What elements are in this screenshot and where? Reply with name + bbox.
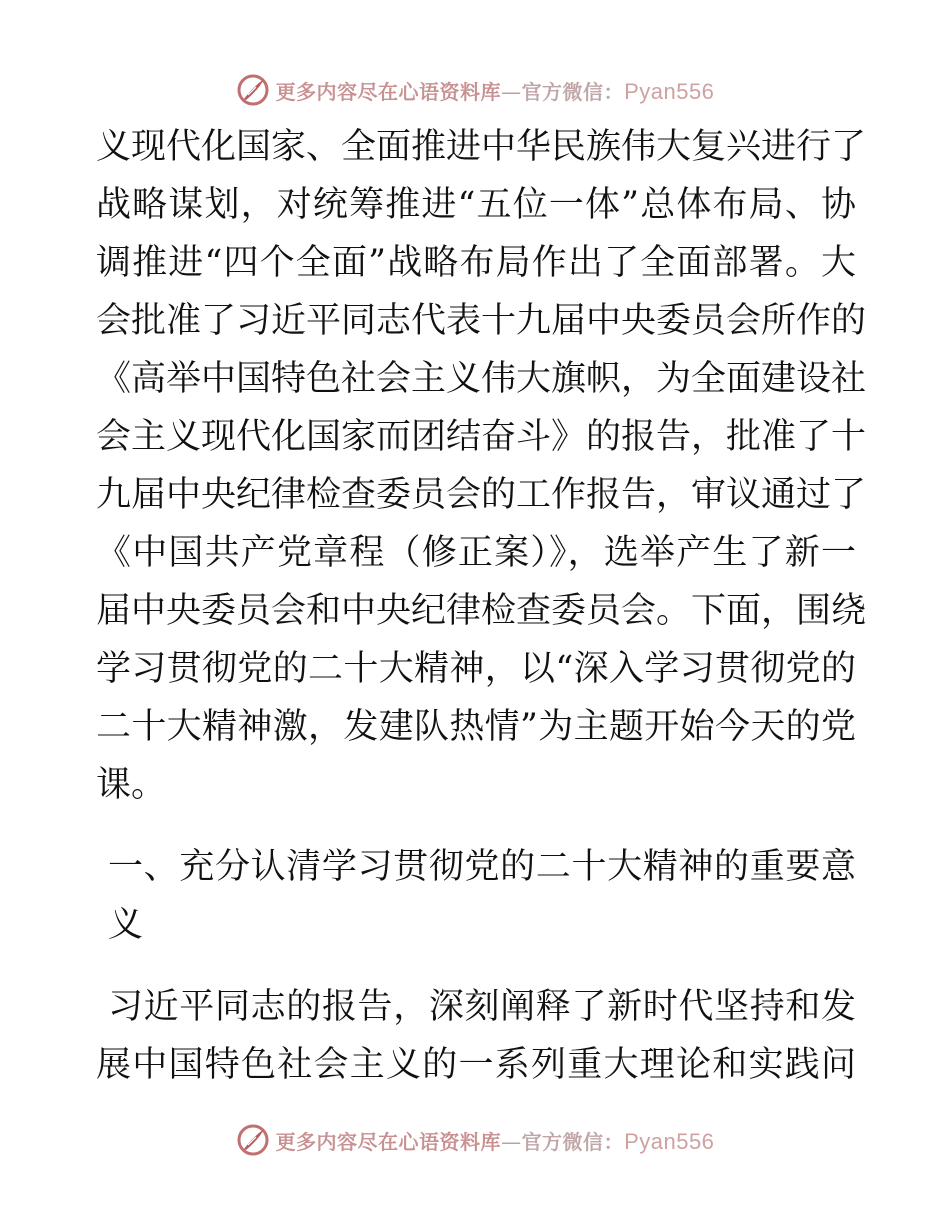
text-line: 义现代化国家、全面推进中华民族伟大复兴进行了: [96, 127, 867, 167]
watermark-text: 更多内容尽在心语资料库: [275, 79, 502, 104]
text-line: 《高举中国特色社会主义伟大旗帜，为全面建设社: [96, 359, 867, 399]
watermark-wechat-label: 官方微信：: [521, 79, 625, 104]
paragraph-intro: [96, 118, 867, 814]
text-line: 会主义现代化国家而团结奋斗》的报告，批准了十: [96, 417, 867, 457]
text-line: 二十大精神激，发建队热情”为主题开始今天的党: [96, 707, 856, 747]
text-line: 会批准了习近平同志代表十九届中央委员会所作的: [96, 301, 867, 341]
watermark-wechat-id: Pyan556: [624, 78, 715, 104]
text-line: 调推进“四个全面”战略布局作出了全面部署。大: [96, 243, 856, 283]
text-line: 九届中央纪律检查委员会的工作报告，审议通过了: [96, 475, 867, 515]
text-line: 课。: [96, 765, 167, 805]
header-watermark: [0, 70, 950, 110]
document-body: [96, 118, 867, 1094]
text-line: 学习贯彻党的二十大精神，以“深入学习贯彻党的: [96, 649, 856, 689]
feather-pen-logo-icon: [236, 1123, 270, 1157]
text-line: 《中国共产党章程（修正案）》，选举产生了新一: [96, 533, 856, 573]
text-line: 习近平同志的报告，深刻阐释了新时代坚持和发: [108, 987, 856, 1027]
text-line: 战略谋划，对统筹推进“五位一体”总体布局、协: [96, 185, 856, 225]
paragraph-report: [96, 978, 856, 1094]
watermark-wechat-id: Pyan556: [624, 1128, 715, 1154]
watermark-separator: —: [501, 79, 522, 104]
section-heading: [96, 838, 856, 954]
feather-pen-logo-icon: [236, 73, 270, 107]
heading-line: 义: [108, 905, 144, 945]
heading-line: 一、充分认清学习贯彻党的二十大精神的重要意: [108, 847, 856, 887]
text-line: 展中国特色社会主义的一系列重大理论和实践问: [96, 1045, 856, 1085]
watermark-text: 更多内容尽在心语资料库: [275, 1129, 502, 1154]
watermark-wechat-label: 官方微信：: [521, 1129, 625, 1154]
footer-watermark: [0, 1120, 950, 1160]
text-line: 届中央委员会和中央纪律检查委员会。下面，围绕: [96, 591, 867, 631]
watermark-separator: —: [501, 1129, 522, 1154]
